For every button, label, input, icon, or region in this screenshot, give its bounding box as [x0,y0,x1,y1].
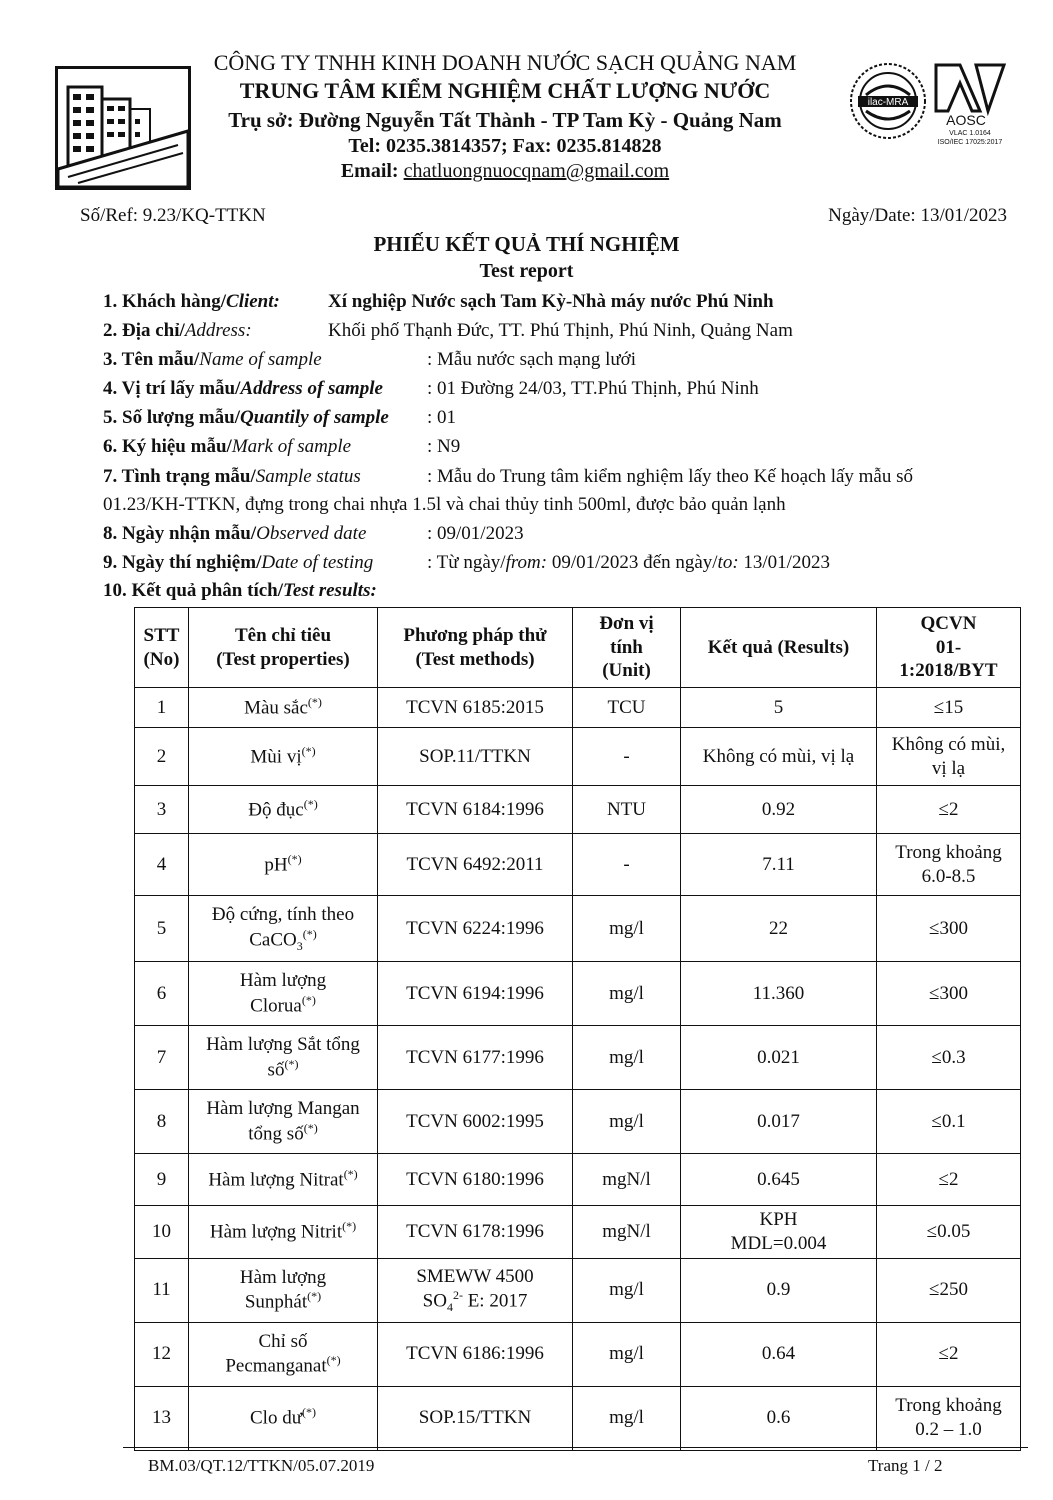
cell-unit: mgN/l [573,1154,681,1206]
cell-result: Không có mùi, vị lạ [681,728,877,786]
aosc-text: AOSC [946,112,986,128]
cell-limit: ≤15 [877,688,1021,728]
cell-no: 9 [135,1154,189,1206]
info-label: 7. Tình trạng mẫu/ [103,466,256,487]
cell-name: Hàm lượng Sunphát(*) [189,1258,378,1322]
vilas-text: VLAC 1.0164 [949,130,991,137]
cell-no: 4 [135,834,189,896]
table-row [135,728,1021,786]
info-sample-name [103,349,322,371]
ilac-text: ilac-MRA [867,97,909,108]
cell-limit: Trong khoảng 0.2 – 1.0 [877,1386,1021,1450]
cell-limit: ≤0.05 [877,1206,1021,1259]
table-row [135,834,1021,896]
email-label: Email: [340,160,404,182]
info-label-en: Quantily of sample [240,407,389,428]
table-row [135,1026,1021,1090]
table-row [135,962,1021,1026]
info-label: 8. Ngày nhận mẫu/ [103,523,257,544]
cell-no: 7 [135,1026,189,1090]
table-row [135,1206,1021,1259]
cell-method: SMEWW 4500 $SO_4^{2-}$ E: 2017 [378,1258,573,1322]
info-sample-status [103,466,361,488]
cell-name: Hàm lượng Mangan tổng số(*) [189,1090,378,1154]
cell-limit: Không có mùi, vị lạ [877,728,1021,786]
table-row [135,688,1021,728]
cell-method: TCVN 6194:1996 [378,962,573,1026]
footer-divider [123,1447,1028,1448]
table-row [135,1322,1021,1386]
cell-no: 6 [135,962,189,1026]
cell-method: SOP.11/TTKN [378,728,573,786]
cell-name: Màu sắc(*) [189,688,378,728]
center-phone: Tel: 0235.3814357; Fax: 0235.814828 [348,135,662,157]
cell-name: Mùi vị(*) [189,728,378,786]
cell-result: 11.360 [681,962,877,1026]
cell-name: Clo dư(*) [189,1386,378,1450]
info-test-date-value: : Từ ngày/from: 09/01/2023 đến ngày/to: 13/01/2023 [427,552,830,573]
cell-unit: mg/l [573,1322,681,1386]
cell-limit: ≤0.3 [877,1026,1021,1090]
page-number: Trang 1 / 2 [868,1456,943,1475]
ilac-mra-logo [848,55,928,147]
header-unit: Đơn vị tính (Unit) [573,608,681,688]
table-row [135,1386,1021,1450]
header-result: Kết quả (Results) [681,608,877,688]
cell-result: 0.645 [681,1154,877,1206]
info-label: 3. Tên mẫu/ [103,349,200,370]
table-row [135,1154,1021,1206]
cell-no: 11 [135,1258,189,1322]
cell-name: Độ cứng, tính theo CaCO$_3$(*) [189,896,378,962]
info-client [103,291,280,313]
cell-unit: - [573,834,681,896]
cell-limit: ≤2 [877,786,1021,834]
table-row [135,896,1021,962]
cell-method: TCVN 6180:1996 [378,1154,573,1206]
cell-unit: NTU [573,786,681,834]
info-observed-date [103,523,366,545]
info-label-en: Date of testing [261,552,374,573]
cell-method: TCVN 6178:1996 [378,1206,573,1259]
email-link[interactable]: chatluongnuocqnam@gmail.com [403,160,670,182]
cell-unit: mg/l [573,1258,681,1322]
info-label-en: Address: [184,320,252,341]
header-qcvn: QCVN 01- 1:2018/BYT [877,608,1021,688]
info-client-value: Xí nghiệp Nước sạch Tam Kỳ-Nhà máy nước Phú Ninh [328,291,774,312]
info-observed-date-value: : 09/01/2023 [427,523,524,544]
info-label: 2. Địa chỉ/ [103,320,185,341]
info-label-en: Address of sample [240,378,383,399]
info-sample-status-value-cont: 01.23/KH-TTKN, đựng trong chai nhựa 1.5l và chai thủy tinh 500ml, được bảo quản lạnh [103,494,786,515]
center-address: Trụ sở: Đường Nguyễn Tất Thành - TP Tam Kỳ - Quảng Nam [228,108,782,132]
cell-method: TCVN 6224:1996 [378,896,573,962]
report-date: Ngày/Date: 13/01/2023 [828,205,1007,226]
cell-limit: Trong khoảng 6.0-8.5 [877,834,1021,896]
aosc-seal-icon [930,55,1010,147]
info-label-en: Sample status [255,466,361,487]
info-sample-mark-value: : N9 [427,436,461,457]
cell-result: 0.017 [681,1090,877,1154]
info-label: 10. Kết quả phân tích/ [103,580,284,601]
cell-result: 7.11 [681,834,877,896]
cell-method: SOP.15/TTKN [378,1386,573,1450]
cell-limit: ≤0.1 [877,1090,1021,1154]
cell-unit: mg/l [573,962,681,1026]
cell-method: TCVN 6186:1996 [378,1322,573,1386]
info-sample-name-value: : Mẫu nước sạch mạng lưới [427,349,637,370]
cell-method: TCVN 6177:1996 [378,1026,573,1090]
table-row [135,1090,1021,1154]
cell-no: 8 [135,1090,189,1154]
iso-text: ISO/IEC 17025:2017 [937,139,1003,146]
cell-result: 0.6 [681,1386,877,1450]
cell-name: Chỉ số Pecmanganat(*) [189,1322,378,1386]
cell-name: Hàm lượng Sắt tổng số(*) [189,1026,378,1090]
header-name: Tên chỉ tiêu (Test properties) [189,608,378,688]
cell-result: 0.021 [681,1026,877,1090]
info-sample-quantity [103,407,389,429]
cell-no: 10 [135,1206,189,1259]
center-name: TRUNG TÂM KIỂM NGHIỆM CHẤT LƯỢNG NƯỚC [239,78,771,103]
header-stt: STT (No) [135,608,189,688]
info-label: 6. Ký hiệu mẫu/ [103,436,232,457]
info-label: 1. Khách hàng/ [103,291,227,312]
header-method: Phương pháp thử (Test methods) [378,608,573,688]
cell-result: 0.64 [681,1322,877,1386]
cell-result: 0.9 [681,1258,877,1322]
info-address [103,320,252,342]
info-sample-mark [103,436,351,458]
info-label-en: Client: [226,291,280,312]
cell-result: 5 [681,688,877,728]
cell-unit: mg/l [573,1386,681,1450]
info-label-en: Name of sample [199,349,322,370]
cell-result: 22 [681,896,877,962]
cell-result: 0.92 [681,786,877,834]
info-test-results [103,580,377,602]
cell-limit: ≤2 [877,1322,1021,1386]
cell-limit: ≤300 [877,962,1021,1026]
cell-limit: ≤300 [877,896,1021,962]
cell-method: TCVN 6184:1996 [378,786,573,834]
cell-no: 13 [135,1386,189,1450]
cell-no: 12 [135,1322,189,1386]
company-name: CÔNG TY TNHH KINH DOANH NƯỚC SẠCH QUẢNG NAM [213,50,797,75]
info-sample-quantity-value: : 01 [427,407,457,428]
cell-limit: ≤250 [877,1258,1021,1322]
cell-unit: mgN/l [573,1206,681,1259]
cell-no: 3 [135,786,189,834]
info-sample-address-value: : 01 Đường 24/03, TT.Phú Thịnh, Phú Ninh [427,378,759,399]
cell-no: 5 [135,896,189,962]
info-sample-status-value: : Mẫu do Trung tâm kiểm nghiệm lấy theo Kế hoạch lấy mẫu số [427,466,914,487]
form-code: BM.03/QT.12/TTKN/05.07.2019 [148,1456,375,1475]
cell-no: 1 [135,688,189,728]
results-table [134,607,1021,1451]
report-title: PHIẾU KẾT QUẢ THÍ NGHIỆM [373,232,680,256]
report-subtitle: Test report [479,260,574,282]
cell-no: 2 [135,728,189,786]
cell-limit: ≤2 [877,1154,1021,1206]
info-label: 5. Số lượng mẫu/ [103,407,241,428]
cell-name: Hàm lượng Nitrit(*) [189,1206,378,1259]
aosc-logo [930,55,1010,147]
cell-unit: mg/l [573,896,681,962]
info-label-en: Test results: [283,580,377,601]
info-test-date [103,552,373,574]
cell-unit: - [573,728,681,786]
cell-name: Hàm lượng Nitrat(*) [189,1154,378,1206]
info-sample-address [103,378,383,400]
cell-unit: mg/l [573,1026,681,1090]
cell-method: TCVN 6185:2015 [378,688,573,728]
cell-method: TCVN 6002:1995 [378,1090,573,1154]
cell-result: KPH MDL=0.004 [681,1206,877,1259]
info-label: 4. Vị trí lấy mẫu/ [103,378,241,399]
info-label-en: Observed date [256,523,367,544]
table-row [135,1258,1021,1322]
building-logo-icon [58,69,188,187]
cell-name: pH(*) [189,834,378,896]
table-row [135,786,1021,834]
reference-number: Số/Ref: 9.23/KQ-TTKN [80,205,266,226]
company-logo [55,66,191,190]
center-email [180,160,830,183]
info-label: 9. Ngày thí nghiệm/ [103,552,262,573]
cell-unit: mg/l [573,1090,681,1154]
cell-method: TCVN 6492:2011 [378,834,573,896]
table-header-row [135,608,1021,688]
ilac-seal-icon [848,55,928,147]
cell-unit: TCU [573,688,681,728]
cell-name: Hàm lượng Clorua(*) [189,962,378,1026]
info-label-en: Mark of sample [231,436,352,457]
info-address-value: Khối phố Thạnh Đức, TT. Phú Thịnh, Phú Ninh, Quảng Nam [328,320,793,341]
cell-name: Độ đục(*) [189,786,378,834]
